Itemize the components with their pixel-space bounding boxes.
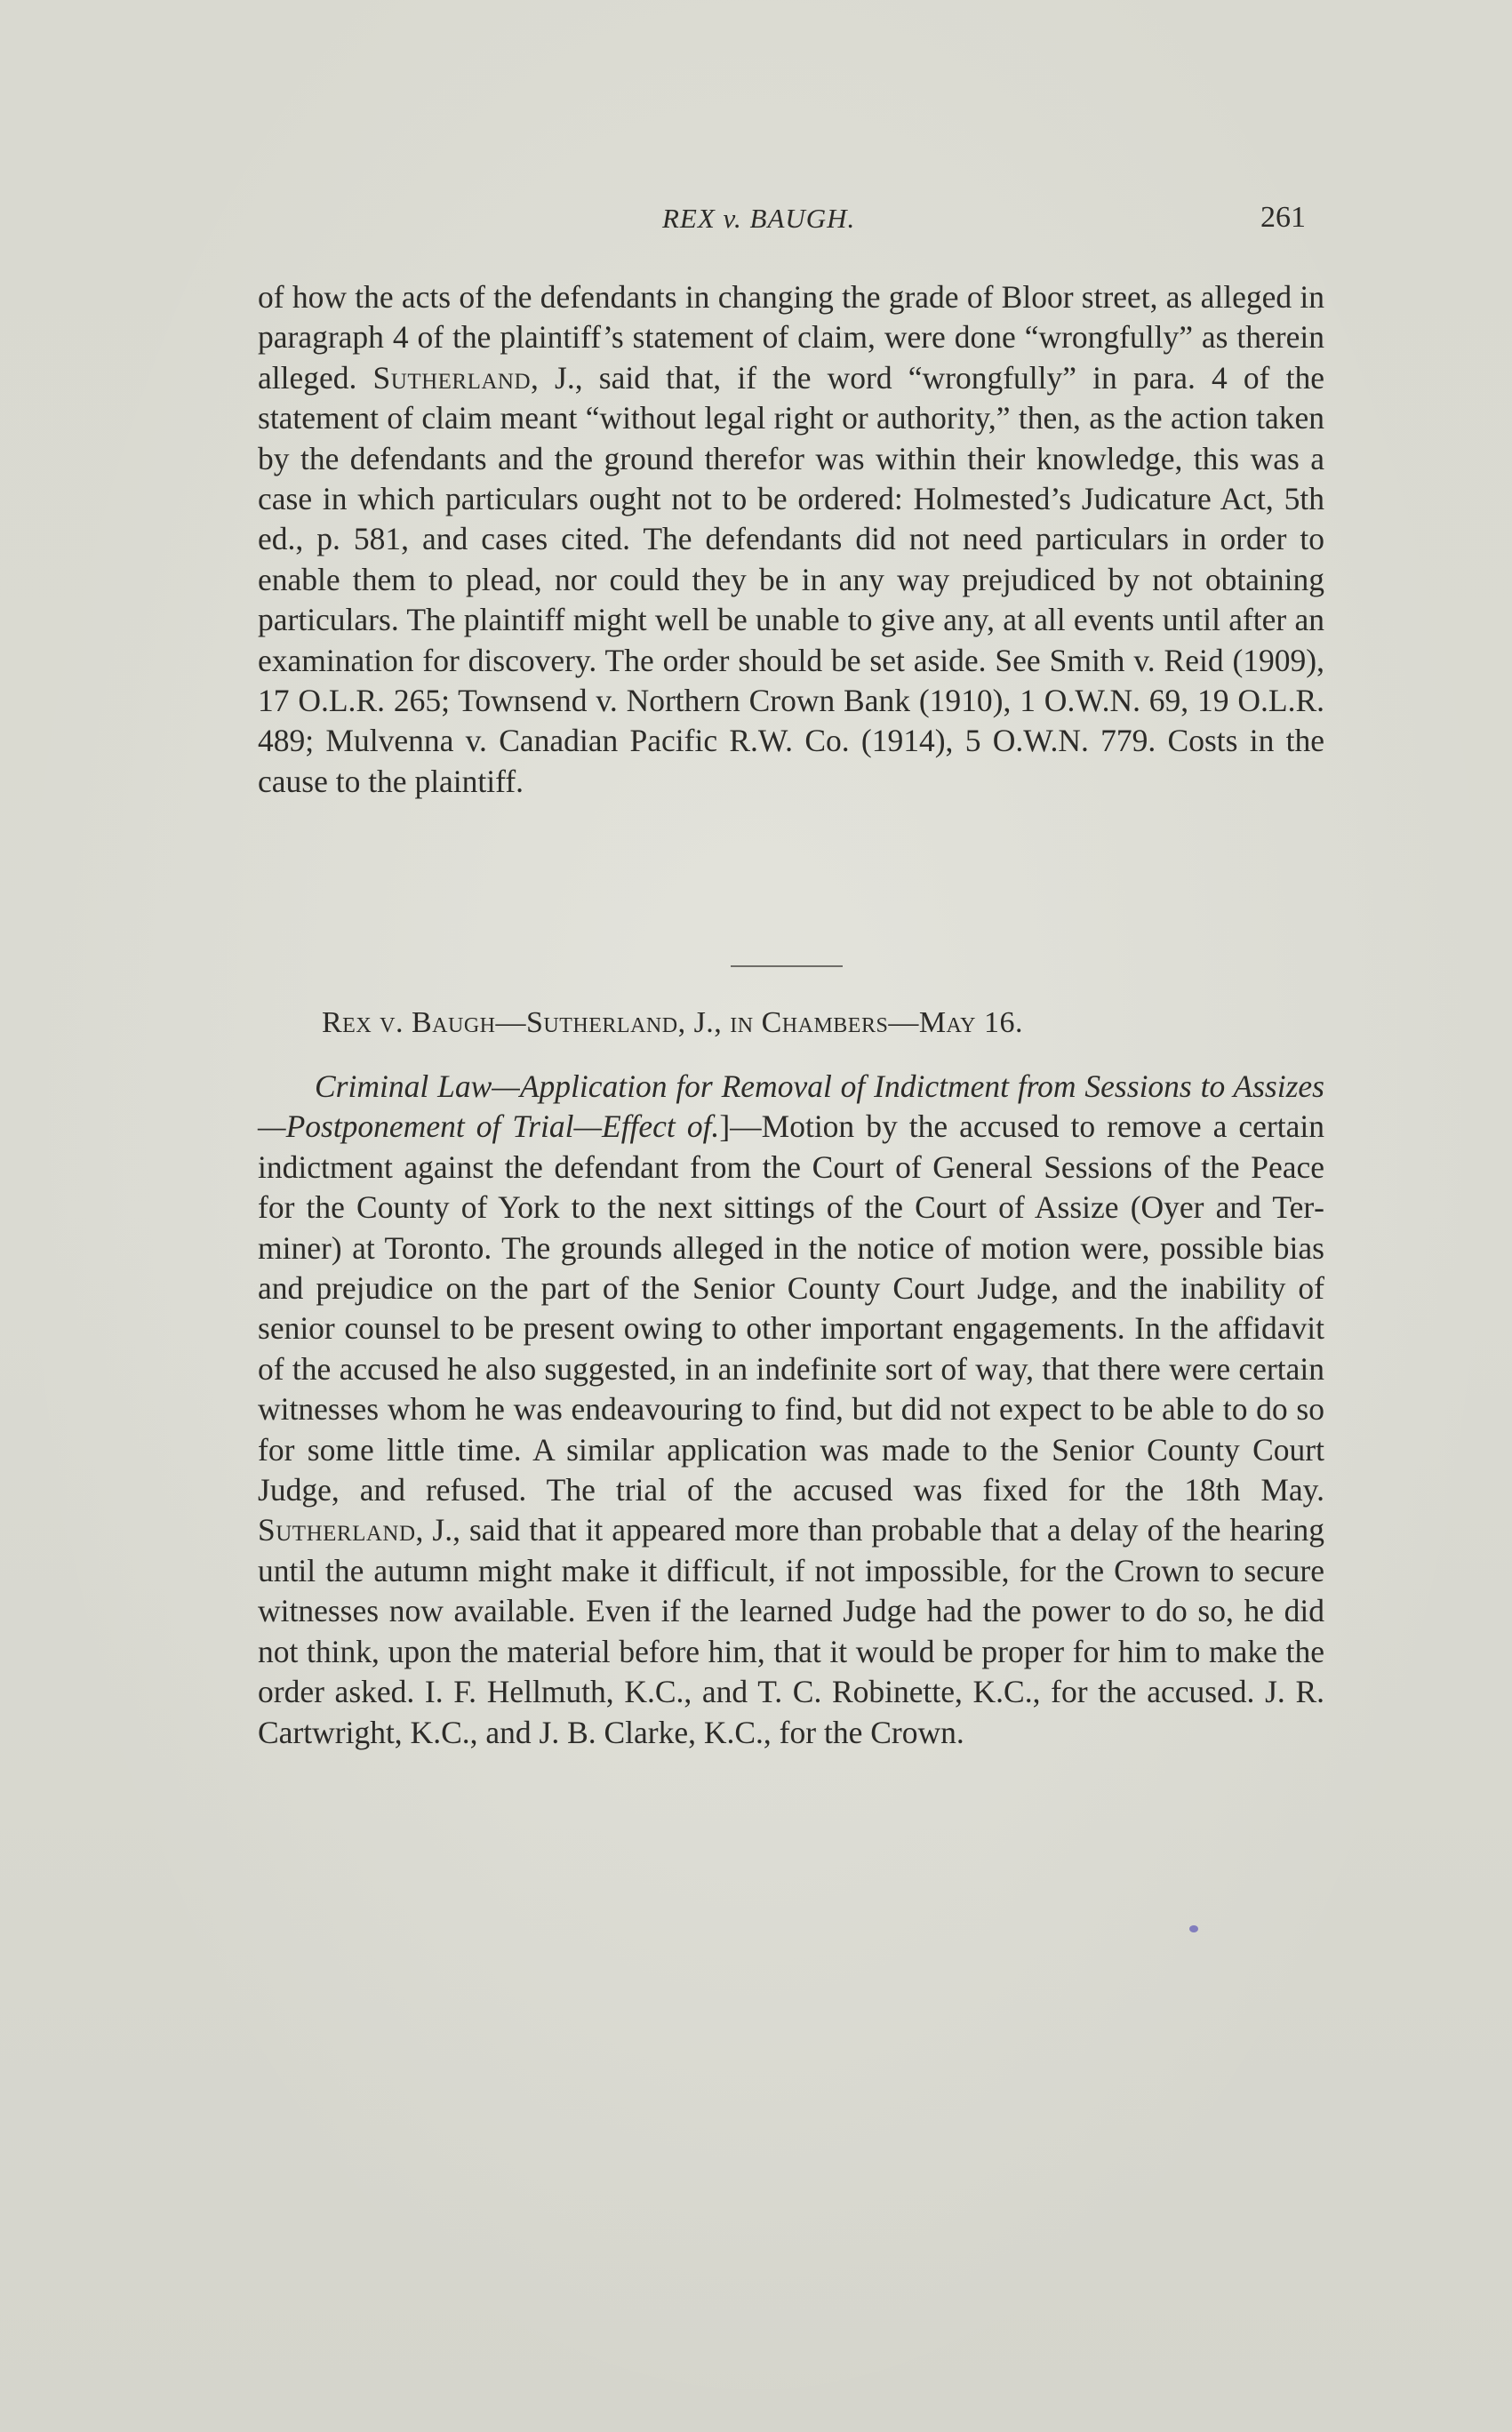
case-heading: Rex v. Baugh—Sutherland, J., in Chambers—May 16. — [322, 1006, 1024, 1039]
page-number: 261 — [1260, 201, 1306, 234]
paragraph-continued-judgment — [258, 277, 1324, 802]
paragraph-2-text-a: ]—Motion by the accused to remove a certain indictment against the defendant from the Court of General Sessions of the Peace for the County of York to the next sittings of the Court of Assize (Oyer and Terminer) at Toronto. The grounds alleged in the notice of motion were, possible bias and prejudice on the part of the Senior County Court Judge, and the inability of senior counsel to be present owing to other important engagements. In the affidavit of the accused he also suggested, in an indefinite sort of way, that there were certain witnesses whom he was endeavouring to find, but did not expect to be able to do so for some little time. A similar application was made to the Senior County Court Judge, and refused. The trial of the accused was fixed for the 18th May. — [258, 1108, 1324, 1508]
headnote: Criminal Law—Application for Removal of Indictment from Sessions to Assizes—Postponement of Trial—Effect of. — [258, 1068, 1324, 1145]
paragraph-case-report — [258, 1067, 1324, 1753]
judge-name: Sutherland — [372, 359, 532, 396]
paragraph-2-text-b: , J., said that it appeared more than probable that a delay of the hearing until the autumn might make it difficult, if not impossible, for the Crown to secure witnesses now available. Even if the learned Judge had the power to do so, he did not think, upon the material before him, that it would be proper for him to make the order asked. I. F. Hellmuth, K.C., and T. C. Robinette, K.C., for the accused. J. R. Cartwright, K.C., and J. B. Clarke, K.C., for the Crown. — [258, 1512, 1324, 1750]
running-head — [0, 203, 1512, 242]
running-title: REX v. BAUGH. — [662, 203, 856, 234]
paragraph-1-text-b: , J., said that, if the word “wrongfully” in para. 4 of the statement of claim meant “without legal right or authority,” then, as the action taken by the defendants and the ground therefor was within their knowledge, this was a case in which particulars ought not to be ordered: Holmested’s Judicature Act, 5th ed., p. 581, and cases cited. The defendants did not need particulars in order to enable them to plead, nor could they be in any way prejudiced by not obtaining particulars. The plaintiff might well be unable to give any, at all events until after an examination for discovery. The order should be set aside. See Smith v. Reid (1909), 17 O.L.R. 265; Townsend v. Northern Crown Bank (1910), 1 O.W.N. 69, 19 O.L.R. 489; Mulvenna v. Canadian Pacific R.W. Co. (1914), 5 O.W.N. 779. Costs in the cause to the plaintiff. — [258, 359, 1324, 799]
section-divider — [731, 965, 843, 967]
ink-speck — [1189, 1925, 1198, 1932]
paragraph-1-text-a: of how the acts of the defendants in changing the grade of Bloor street, as alleged in paragraph 4 of the plaintiff’s statement of claim, were done “wrongfully” as therein alleged. — [258, 279, 1324, 396]
judge-name: Sutherland — [258, 1512, 416, 1548]
